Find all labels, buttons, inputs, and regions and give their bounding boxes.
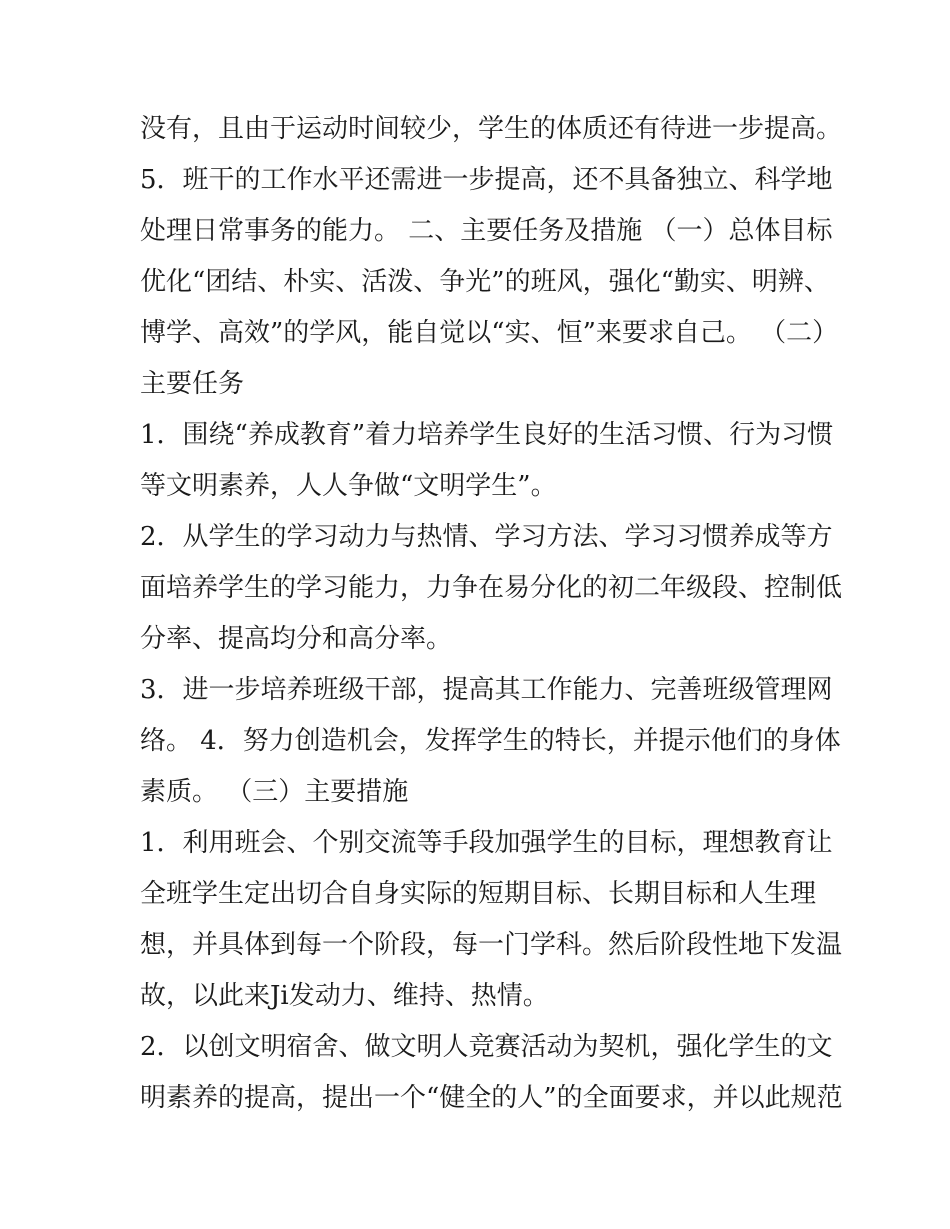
- text-line: 没有，且由于运动时间较少，学生的体质还有待进一步提高。: [140, 114, 843, 144]
- text-line: 1．围绕“养成教育”着力培养学生良好的生活习惯、行为习惯: [140, 420, 834, 450]
- text-line: 主要任务: [140, 369, 245, 399]
- text-line: 等文明素养，人人争做“文明学生”。: [140, 471, 557, 501]
- text-line: 络。 4．努力创造机会，发挥学生的特长，并提示他们的身体: [140, 726, 841, 756]
- text-line: 想，并具体到每一个阶段，每一门学科。然后阶段性地下发温: [140, 930, 843, 960]
- text-line: 素质。 （三）主要措施: [140, 777, 409, 807]
- text-line: 全班学生定出切合自身实际的短期目标、长期目标和人生理: [140, 879, 817, 909]
- text-line: 2．从学生的学习动力与热情、学习方法、学习习惯养成等方: [140, 522, 833, 552]
- text-line: 博学、高效”的学风，能自觉以“实、恒”来要求自己。 （二）: [140, 318, 839, 348]
- text-line: 面培养学生的学习能力，力争在易分化的初二年级段、控制低: [140, 573, 843, 603]
- text-line: 3．进一步培养班级干部，提高其工作能力、完善班级管理网: [140, 675, 833, 705]
- text-line: 5．班干的工作水平还需进一步提高，还不具备独立、科学地: [140, 165, 833, 195]
- document-body: [140, 104, 843, 1124]
- text-line: 分率、提高均分和高分率。: [140, 624, 453, 654]
- text-line: 明素养的提高，提出一个“健全的人”的全面要求，并以此规范: [140, 1083, 843, 1113]
- text-line: 2．以创文明宿舍、做文明人竞赛活动为契机，强化学生的文: [140, 1032, 833, 1062]
- text-line: 故，以此来Ji发动力、维持、热情。: [140, 981, 549, 1011]
- text-line: 优化“团结、朴实、活泼、争光”的班风，强化“勤实、明辨、: [140, 267, 830, 297]
- text-line: 处理日常事务的能力。 二、主要任务及措施 （一）总体目标: [140, 216, 833, 246]
- text-line: 1．利用班会、个别交流等手段加强学生的目标，理想教育让: [140, 828, 833, 858]
